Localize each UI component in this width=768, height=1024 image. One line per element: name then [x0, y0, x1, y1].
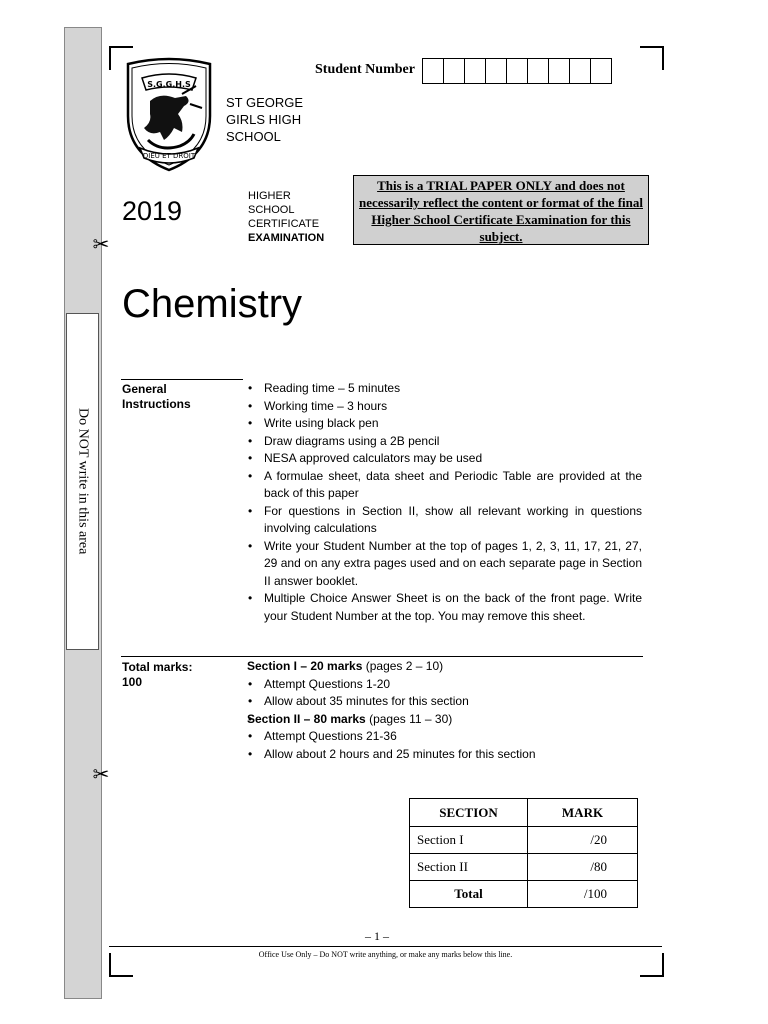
student-number-box[interactable]	[485, 58, 507, 84]
section-item: • Attempt Questions 1-20	[247, 676, 642, 694]
student-number-box[interactable]	[443, 58, 465, 84]
table-header: SECTION	[410, 799, 528, 827]
student-number-box[interactable]	[422, 58, 444, 84]
exam-title-line: SCHOOL	[248, 204, 295, 216]
office-use-note: Office Use Only – Do NOT write anything, or make any marks below this line.	[258, 950, 513, 959]
section2-title	[247, 711, 642, 729]
instruction-item: • Draw diagrams using a 2B pencil	[247, 433, 642, 451]
table-row	[410, 854, 638, 881]
heading-line: General	[122, 382, 167, 396]
student-number-box[interactable]	[506, 58, 528, 84]
student-number-box[interactable]	[527, 58, 549, 84]
table-cell: Section I	[410, 827, 528, 854]
student-number-label: Student Number	[315, 62, 415, 77]
table-row	[410, 881, 638, 908]
crop-mark-top-right	[640, 46, 664, 70]
exam-title-line: CERTIFICATE	[248, 218, 320, 230]
do-not-write-text: Do NOT write in this area	[75, 408, 91, 555]
exam-title-bold: EXAMINATION	[248, 232, 325, 244]
school-name	[226, 94, 336, 145]
instruction-item: • NESA approved calculators may be used	[247, 450, 642, 468]
section1-title	[247, 658, 642, 676]
student-number-boxes[interactable]	[423, 58, 612, 84]
exam-title	[248, 189, 324, 245]
section2-title-bold: Section II – 80 marks	[247, 711, 366, 726]
table-cell: Section II	[410, 854, 528, 881]
scissors-icon: ✂	[92, 232, 110, 256]
instruction-item: • Multiple Choice Answer Sheet is on the back of the front page. Write your Student Number at the top. You may remove this sheet.	[247, 590, 642, 625]
exam-year: 2019	[122, 196, 183, 226]
school-crest-logo	[120, 56, 218, 174]
trial-paper-notice: This is a TRIAL PAPER ONLY and does not necessarily reflect the content or format of the final Higher School Certificate Examination for this subject.	[353, 175, 649, 245]
svg-text:DIEU ET DROIT: DIEU ET DROIT	[142, 152, 196, 160]
instruction-item: • Write using black pen	[247, 415, 642, 433]
instruction-item: • Write your Student Number at the top of pages 1, 2, 3, 11, 17, 21, 27, 29 and on any extra pages used and on each separate page in Section II answer booklet.	[247, 538, 642, 591]
subject-title: Chemistry	[122, 282, 303, 326]
total-marks-heading	[122, 660, 192, 690]
student-number-box[interactable]	[548, 58, 570, 84]
general-instructions-heading	[122, 382, 191, 412]
section1-pages: (pages 2 – 10)	[362, 659, 444, 673]
do-not-write-note	[66, 313, 99, 650]
table-cell[interactable]: /80	[528, 854, 638, 881]
student-number-box[interactable]	[569, 58, 591, 84]
table-header: MARK	[528, 799, 638, 827]
table-cell[interactable]: /100	[528, 881, 638, 908]
section-breakdown	[247, 658, 642, 763]
section1-title-bold: Section I – 20 marks	[247, 659, 363, 673]
page-number: – 1 –	[365, 929, 389, 943]
svg-text:S.G.G.H.S: S.G.G.H.S	[147, 80, 191, 89]
section2-pages: (pages 11 – 30)	[365, 711, 453, 726]
school-name-line: ST GEORGE	[226, 95, 304, 110]
instruction-item: • A formulae sheet, data sheet and Periodic Table are provided at the back of this paper	[247, 468, 642, 503]
heading-line: Total marks:	[122, 660, 193, 674]
table-row	[410, 827, 638, 854]
section-rule	[121, 656, 643, 657]
school-name-line: GIRLS HIGH	[226, 112, 302, 127]
school-name-line: SCHOOL	[226, 129, 281, 144]
marks-table	[409, 798, 638, 908]
heading-line: 100	[122, 675, 143, 689]
heading-line: Instructions	[122, 397, 191, 411]
section-item: • Attempt Questions 21-36	[247, 728, 642, 746]
instruction-item: • Working time – 3 hours	[247, 398, 642, 416]
general-instructions-list	[247, 380, 642, 625]
office-use-line	[109, 946, 662, 947]
scissors-icon: ✂	[92, 762, 110, 786]
section-rule	[121, 379, 243, 380]
instruction-item: • For questions in Section II, show all relevant working in questions involving calculations	[247, 503, 642, 538]
section-item: • Allow about 2 hours and 25 minutes for this section	[247, 746, 642, 764]
student-number-box[interactable]	[464, 58, 486, 84]
table-cell[interactable]: /20	[528, 827, 638, 854]
student-number-box[interactable]	[590, 58, 612, 84]
table-cell: Total	[410, 881, 528, 908]
exam-title-line: HIGHER	[248, 190, 291, 202]
section-item: • Allow about 35 minutes for this section	[247, 693, 642, 711]
instruction-item: • Reading time – 5 minutes	[247, 380, 642, 398]
